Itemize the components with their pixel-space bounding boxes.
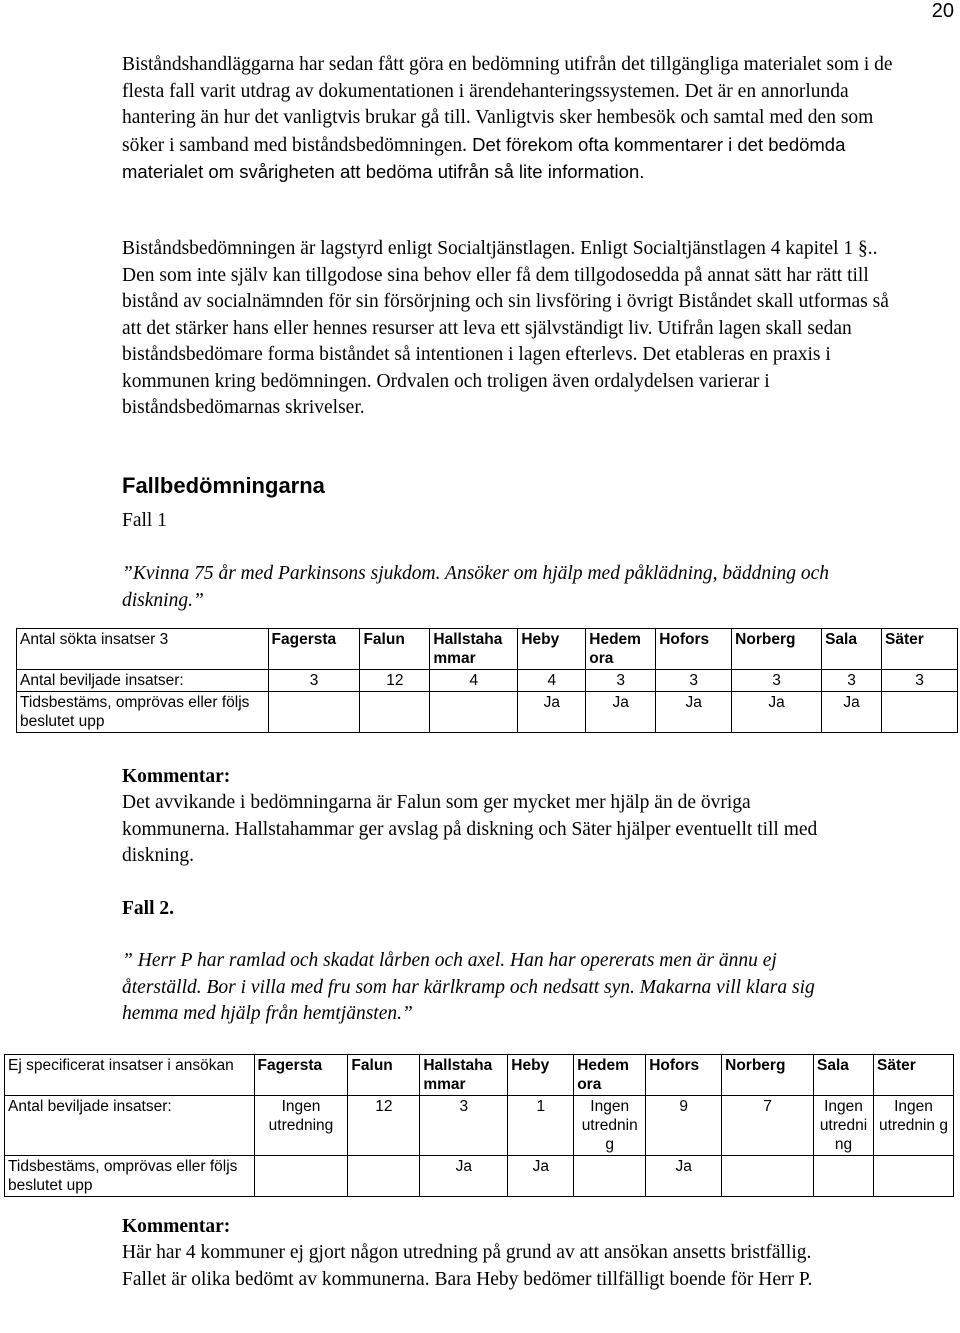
- case2-label: Fall 2.: [122, 898, 174, 919]
- case2-description: [122, 948, 842, 1028]
- column-header: Falun: [360, 629, 430, 670]
- case1-description: [122, 561, 882, 614]
- row-label: Tidsbestäms, omprövas eller följs beslutet upp: [17, 692, 269, 733]
- column-header: Sala: [822, 629, 882, 670]
- table-row: [5, 1096, 954, 1156]
- column-header: Hedem ora: [586, 629, 656, 670]
- table-cell: [268, 692, 360, 733]
- table-row: [5, 1156, 954, 1197]
- case2-comment-heading: Kommentar:: [122, 1216, 231, 1237]
- table-header-label: Ej specificerat insatser i ansökan: [5, 1055, 255, 1096]
- table-cell: Ja: [656, 692, 732, 733]
- table-cell: Ingen utrednin g: [874, 1096, 954, 1156]
- close-quote: ”: [402, 1003, 413, 1024]
- table-cell: [722, 1156, 814, 1197]
- open-quote: ”: [122, 950, 138, 971]
- table-cell: 4: [518, 670, 586, 692]
- table-cell: Ja: [518, 692, 586, 733]
- table-cell: [348, 1156, 420, 1197]
- table-cell: 1: [508, 1096, 574, 1156]
- column-header: Norberg: [732, 629, 822, 670]
- table-cell: Ja: [646, 1156, 722, 1197]
- case2-comment: Här har 4 kommuner ej gjort någon utredning på grund av att ansökan ansetts bristfällig. Fallet är olika bedömt av kommunerna. Bara Heby bedömer tillfälligt boende för Herr P.: [122, 1242, 813, 1290]
- table-cell: 3: [656, 670, 732, 692]
- column-header: Hofors: [656, 629, 732, 670]
- column-header: Säter: [882, 629, 958, 670]
- row-label: Antal beviljade insatser:: [5, 1096, 255, 1156]
- table-cell: 12: [348, 1096, 420, 1156]
- table-header-row: [5, 1055, 954, 1096]
- table-cell: [574, 1156, 646, 1197]
- page-number: 20: [931, 0, 954, 22]
- case1-table: [16, 628, 958, 733]
- close-quote: ”: [192, 589, 204, 611]
- column-header: Fagersta: [254, 1055, 348, 1096]
- case1-comment-heading: Kommentar:: [122, 766, 231, 787]
- column-header: Hallstaha mmar: [430, 629, 518, 670]
- table-cell: 9: [646, 1096, 722, 1156]
- table-cell: [874, 1156, 954, 1197]
- intro-serif-text: Biståndshandläggarna har sedan fått göra en bedömning utifrån det tillgängliga materialet som i de flesta fall varit utdrag av dokumentationen i ärendehanteringssystemen. Det är en annorlunda hantering än hur det vanligtvis brukar gå till. Vanligtvis sker hembesök och samtal med den som söker i samband med biståndsbedömningen.: [122, 54, 893, 156]
- table-cell: 4: [430, 670, 518, 692]
- column-header: Heby: [508, 1055, 574, 1096]
- table-cell: 3: [732, 670, 822, 692]
- section-heading: Fallbedömningarna: [122, 473, 325, 498]
- column-header: Sala: [814, 1055, 874, 1096]
- table-row: [17, 670, 958, 692]
- table-cell: Ja: [508, 1156, 574, 1197]
- case2-description-text: Herr P har ramlad och skadat lårben och axel. Han har opererats men är ännu ej återställd. Bor i villa med fru som har kärlkramp och nedsatt syn. Makarna vill klara sig hemma med hjälp från hemtjänsten.: [122, 950, 815, 1024]
- table-cell: [430, 692, 518, 733]
- case2-table: [4, 1054, 954, 1197]
- table-cell: 3: [420, 1096, 508, 1156]
- intro-paragraph: [122, 52, 912, 187]
- case1-comment: Det avvikande i bedömningarna är Falun som ger mycket mer hjälp än de övriga kommunerna. Hallstahammar ger avslag på diskning och Säter hjälper eventuellt till med diskning.: [122, 792, 818, 866]
- table-cell: 3: [882, 670, 958, 692]
- column-header: Hallstaha mmar: [420, 1055, 508, 1096]
- table-cell: 3: [268, 670, 360, 692]
- table-header-label: Antal sökta insatser 3: [17, 629, 269, 670]
- law-paragraph: Biståndsbedömningen är lagstyrd enligt Socialtjänstlagen. Enligt Socialtjänstlagen 4 kapitel 1 §.. Den som inte själv kan tillgodose sina behov eller få dem tillgodosedda på annat sätt har rätt till bistånd av socialnämnden för sin försörjning och sin livsföring i övrigt Biståndet skall utformas så att det stärker hans eller hennes resurser att leva ett självständigt liv. Utifrån lagen skall sedan biståndsbedömare forma biståndet så intentionen i lagen efterlevs. Det etableras en praxis i kommunen kring bedömningen. Ordvalen och troligen även ordalydelsen varierar i biståndsbedömarnas skrivelser.: [122, 238, 889, 418]
- table-cell: Ja: [586, 692, 656, 733]
- table-cell: 7: [722, 1096, 814, 1156]
- table-cell: Ingen utredni ng: [814, 1096, 874, 1156]
- column-header: Fagersta: [268, 629, 360, 670]
- table-cell: [814, 1156, 874, 1197]
- column-header: Säter: [874, 1055, 954, 1096]
- table-cell: 3: [822, 670, 882, 692]
- open-quote: ”: [122, 563, 133, 584]
- table-row: [17, 692, 958, 733]
- column-header: Hedem ora: [574, 1055, 646, 1096]
- case1-description-text: Kvinna 75 år med Parkinsons sjukdom. Ansöker om hjälp med påklädning, bäddning och diskning.: [122, 563, 830, 611]
- column-header: Falun: [348, 1055, 420, 1096]
- column-header: Hofors: [646, 1055, 722, 1096]
- table-cell: Ingen utrednin g: [574, 1096, 646, 1156]
- table-cell: Ja: [822, 692, 882, 733]
- column-header: Heby: [518, 629, 586, 670]
- table-cell: 3: [586, 670, 656, 692]
- table-cell: [360, 692, 430, 733]
- column-header: Norberg: [722, 1055, 814, 1096]
- row-label: Tidsbestäms, omprövas eller följs beslutet upp: [5, 1156, 255, 1197]
- table-cell: Ingen utredning: [254, 1096, 348, 1156]
- table-header-row: [17, 629, 958, 670]
- table-cell: 12: [360, 670, 430, 692]
- row-label: Antal beviljade insatser:: [17, 670, 269, 692]
- table-cell: [882, 692, 958, 733]
- intro-sans-text: Det förekom ofta kommentarer i det bedömda materialet om svårigheten att bedöma utifrån så lite information.: [122, 133, 846, 182]
- table-cell: Ja: [420, 1156, 508, 1197]
- table-cell: Ja: [732, 692, 822, 733]
- case1-label: Fall 1: [122, 510, 167, 531]
- table-cell: [254, 1156, 348, 1197]
